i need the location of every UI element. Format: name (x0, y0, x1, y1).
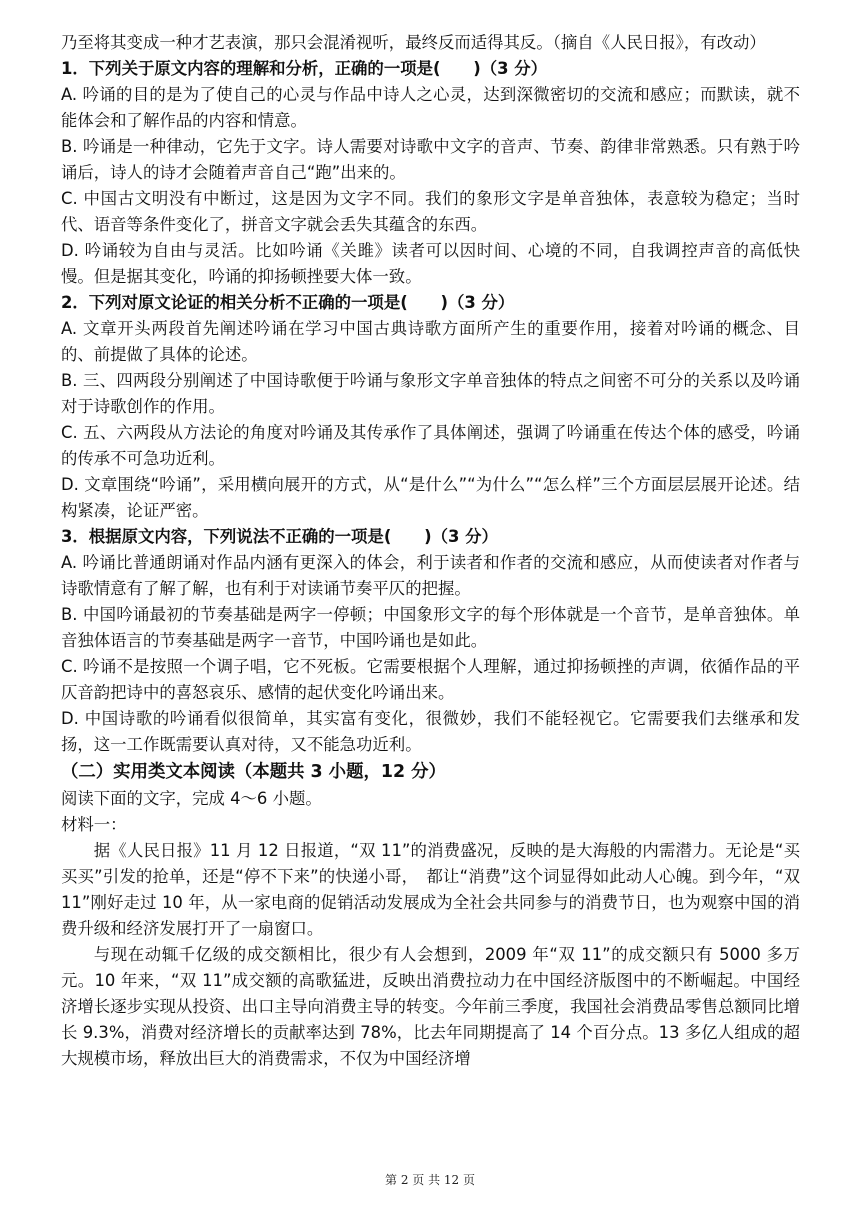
question-1-option-c: C. 中国古文明没有中断过，这是因为文字不同。我们的象形文字是单音独体，表意较为稳定；当时代、语音等条件变化了，拼音文字就会丢失其蕴含的东西。 (61, 189, 800, 234)
question-3-option-a: A. 吟诵比普通朗诵对作品内涵有更深入的体会，利于读者和作者的交流和感应，从而使读者对作者与诗歌情意有了解了解，也有利于对读诵节奏平仄的把握。 (61, 553, 800, 598)
question-2-option-a: A. 文章开头两段首先阐述吟诵在学习中国古典诗歌方面所产生的重要作用，接着对吟诵的概念、目的、前提做了具体的论述。 (61, 319, 800, 364)
material-label: 材料一： (61, 815, 127, 834)
question-2-option-c: C. 五、六两段从方法论的角度对吟诵及其传承作了具体阐述，强调了吟诵重在传达个体的感受，吟诵的传承不可急功近利。 (61, 423, 800, 468)
question-1-option-a: A. 吟诵的目的是为了使自己的心灵与作品中诗人之心灵，达到深微密切的交流和感应；而默读，就不能体会和了解作品的内容和情意。 (61, 85, 800, 130)
question-1-stem: 1．下列关于原文内容的理解和分析，正确的一项是( )（3 分） (61, 59, 548, 78)
material-paragraph-2: 与现在动辄千亿级的成交额相比，很少有人会想到，2009 年“双 11”的成交额只有 5000 多万元。10 年来，“双 11”成交额的高歌猛进，反映出消费拉动力在中国经济版图中的不断崛起。中国经济增长逐步实现从投资、出口主导向消费主导的转变。今年前三季度，我国社会消费品零售总额同比增长 9.3%，消费对经济增长的贡献率达到 78%，比去年同期提高了 14 个百分点。13 多亿人组成的超大规模市场，释放出巨大的消费需求，不仅为中国经济增 (61, 945, 800, 1068)
question-2-option-b: B. 三、四两段分别阐述了中国诗歌便于吟诵与象形文字单音独体的特点之间密不可分的关系以及吟诵对于诗歌创作的作用。 (61, 371, 800, 416)
question-2-option-d: D. 文章围绕“吟诵”，采用横向展开的方式，从“是什么”“为什么”“怎么样”三个方面层层展开论述。结构紧凑，论证严密。 (61, 475, 800, 520)
question-1-option-d: D. 吟诵较为自由与灵活。比如吟诵《关雎》读者可以因时间、心境的不同，自我调控声音的高低快慢。但是据其变化，吟诵的抑扬顿挫要大体一致。 (61, 241, 800, 286)
material-paragraph-1: 据《人民日报》11 月 12 日报道，“双 11”的消费盛况，反映的是大海般的内需潜力。无论是“买买买”引发的抢单，还是“停不下来”的快递小哥， 都让“消费”这个词显得如此动人心魄。到今年，“双 11”刚好走过 10 年，从一家电商的促销活动发展成为全社会共同参与的消费节日，也为观察中国的消费升级和经济发展打开了一扇窗口。 (61, 841, 800, 938)
question-3-option-b: B. 中国吟诵最初的节奏基础是两字一停顿；中国象形文字的每个形体就是一个音节，是单音独体。单音独体语言的节奏基础是两字一音节，中国吟诵也是如此。 (61, 605, 800, 650)
question-3-option-d: D. 中国诗歌的吟诵看似很简单，其实富有变化，很微妙，我们不能轻视它。它需要我们去继承和发扬，这一工作既需要认真对待，又不能急功近利。 (61, 709, 800, 754)
question-1-option-b: B. 吟诵是一种律动，它先于文字。诗人需要对诗歌中文字的音声、节奏、韵律非常熟悉。只有熟于吟诵后，诗人的诗才会随着声音自己“跑”出来的。 (61, 137, 800, 182)
question-3-stem: 3．根据原文内容，下列说法不正确的一项是( )（3 分） (61, 527, 498, 546)
page-footer: 第 2 页 共 12 页 (385, 1173, 475, 1187)
question-2-stem: 2．下列对原文论证的相关分析不正确的一项是( )（3 分） (61, 293, 515, 312)
reading-instruction: 阅读下面的文字，完成 4～6 小题。 (61, 789, 322, 808)
section-heading: （二）实用类文本阅读（本题共 3 小题，12 分） (61, 762, 446, 782)
passage-ending: 乃至将其变成一种才艺表演，那只会混淆视听，最终反而适得其反。（摘自《人民日报》，有改动） (61, 33, 766, 52)
question-3-option-c: C. 吟诵不是按照一个调子唱，它不死板。它需要根据个人理解，通过抑扬顿挫的声调，依循作品的平仄音韵把诗中的喜怒哀乐、感情的起伏变化吟诵出来。 (61, 657, 800, 702)
